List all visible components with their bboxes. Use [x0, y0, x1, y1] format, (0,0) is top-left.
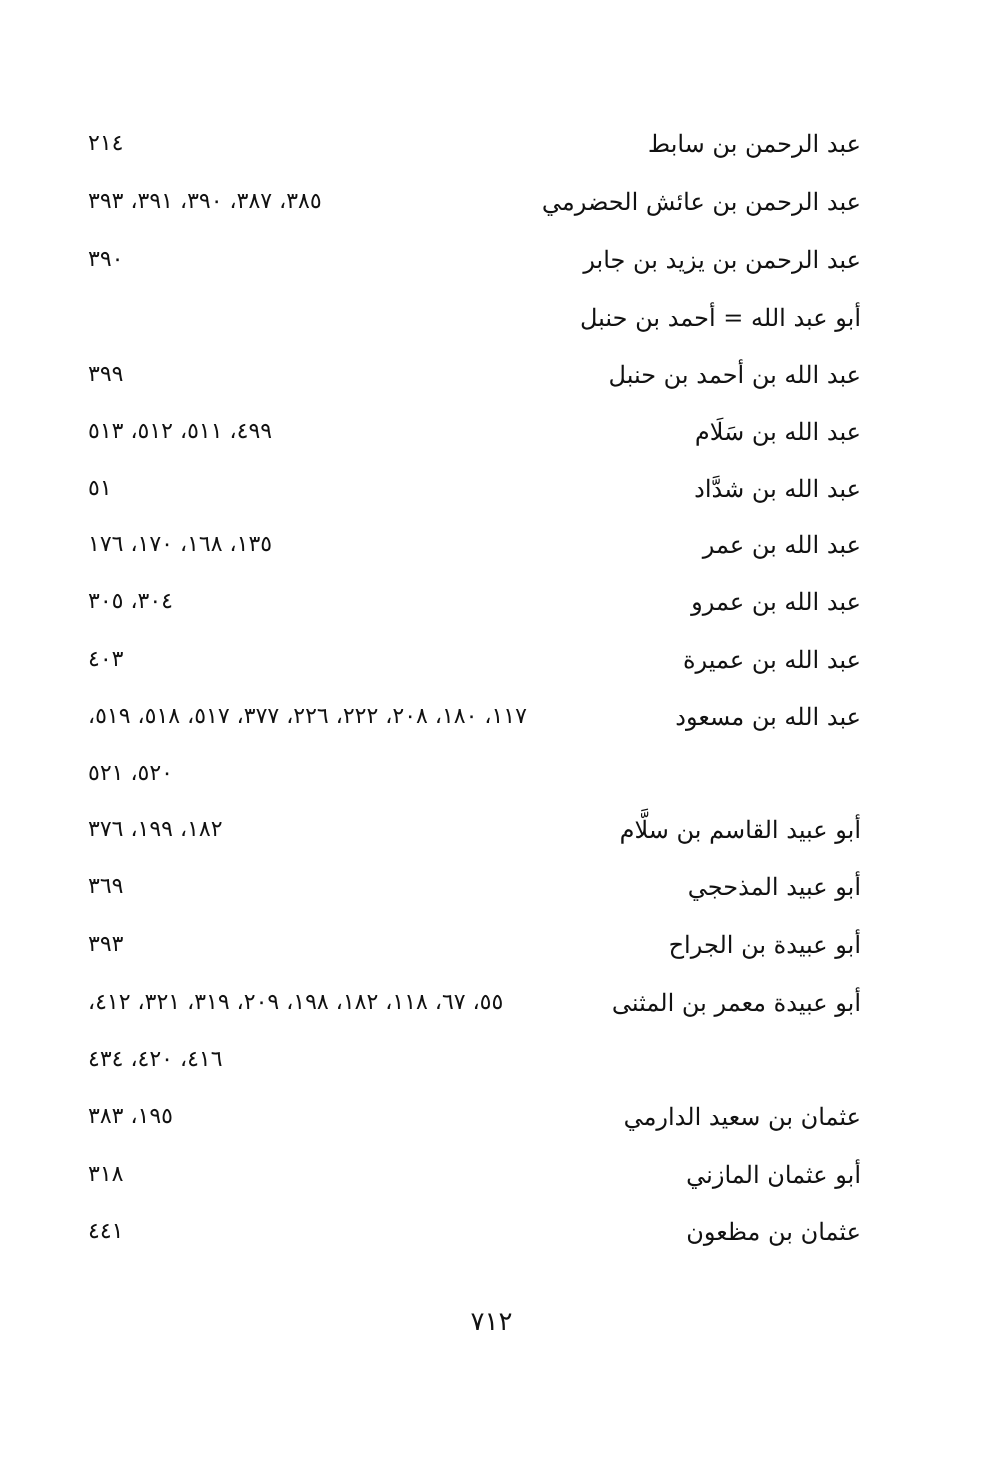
index-entry [0, 298, 983, 338]
index-entry [0, 525, 983, 565]
entry-page-numbers: ٤٤١ [88, 1219, 124, 1244]
entry-page-numbers: ٣٠٤، ٣٠٥ [88, 589, 173, 614]
index-entry [0, 124, 983, 164]
entry-name: أبو عبيد القاسم بن سلَّام [619, 816, 861, 844]
index-entry [0, 925, 983, 965]
entry-name: عبد الله بن عميرة [682, 646, 861, 674]
entry-page-numbers: ٣٩٣ [88, 932, 124, 957]
entry-page-numbers: ١٨٢، ١٩٩، ٣٧٦ [88, 817, 223, 842]
index-entry [0, 412, 983, 452]
entry-page-numbers: ٤١٦، ٤٢٠، ٤٣٤ [88, 1047, 223, 1072]
entry-page-numbers: ٣١٨ [88, 1162, 124, 1187]
index-entry [0, 355, 983, 395]
entry-name: عبد الرحمن بن يزيد بن جابر [583, 246, 861, 274]
index-entry [0, 640, 983, 680]
entry-name: أبو عبيدة معمر بن المثنى [611, 989, 861, 1017]
index-entry [0, 1212, 983, 1252]
entry-name: عبد الله بن عمرو [691, 588, 861, 616]
entry-page-numbers: ٤٩٩، ٥١١، ٥١٢، ٥١٣ [88, 419, 273, 444]
entry-page-numbers: ١٣٥، ١٦٨، ١٧٠، ١٧٦ [88, 532, 273, 557]
entry-name: عبد الله بن أحمد بن حنبل [608, 361, 861, 389]
index-entry [0, 754, 983, 794]
entry-name: عبد الله بن شدَّاد [694, 475, 861, 503]
index-entry [0, 867, 983, 907]
index-entry [0, 697, 983, 737]
index-entry [0, 582, 983, 622]
index-entry [0, 469, 983, 509]
index-entry [0, 1097, 983, 1137]
page-number: ٧١٢ [470, 1307, 513, 1337]
entry-name: أبو عبيدة بن الجراح [668, 931, 861, 959]
entry-page-numbers: ١٩٥، ٣٨٣ [88, 1104, 173, 1129]
index-entry [0, 810, 983, 850]
entry-page-numbers: ٣٩٠ [88, 247, 124, 272]
index-entry [0, 182, 983, 222]
entry-name: أبو عبيد المذحجي [687, 873, 861, 901]
entry-page-numbers: ٢١٤ [88, 131, 124, 156]
entry-page-numbers: ٣٩٩ [88, 362, 124, 387]
entry-page-numbers: ١١٧، ١٨٠، ٢٠٨، ٢٢٢، ٢٢٦، ٣٧٧، ٥١٧، ٥١٨، ٥١٩، [88, 704, 527, 729]
index-entry [0, 240, 983, 280]
entry-page-numbers: ٣٦٩ [88, 874, 124, 899]
entry-name: أبو عبد الله = أحمد بن حنبل [579, 304, 861, 332]
entry-name: عثمان بن سعيد الدارمي [623, 1103, 861, 1131]
entry-page-numbers: ٥٥، ٦٧، ١١٨، ١٨٢، ١٩٨، ٢٠٩، ٣١٩، ٣٢١، ٤١٢، [88, 990, 504, 1015]
entry-name: أبو عثمان المازني [686, 1161, 861, 1189]
entry-name: عبد الله بن عمر [702, 531, 861, 559]
entry-page-numbers: ٤٠٣ [88, 647, 124, 672]
entry-name: عثمان بن مظعون [686, 1218, 861, 1246]
entry-page-numbers: ٥١ [88, 476, 112, 501]
entry-page-numbers: ٥٢٠، ٥٢١ [88, 761, 173, 786]
entry-name: عبد الله بن سَلَام [694, 418, 861, 446]
index-entry [0, 983, 983, 1023]
entry-name: عبد الرحمن بن عائش الحضرمي [541, 188, 861, 216]
entry-page-numbers: ٣٨٥، ٣٨٧، ٣٩٠، ٣٩١، ٣٩٣ [88, 189, 322, 214]
index-entry [0, 1040, 983, 1080]
index-entry [0, 1155, 983, 1195]
entry-name: عبد الرحمن بن سابط [647, 130, 861, 158]
entry-name: عبد الله بن مسعود [675, 703, 861, 731]
